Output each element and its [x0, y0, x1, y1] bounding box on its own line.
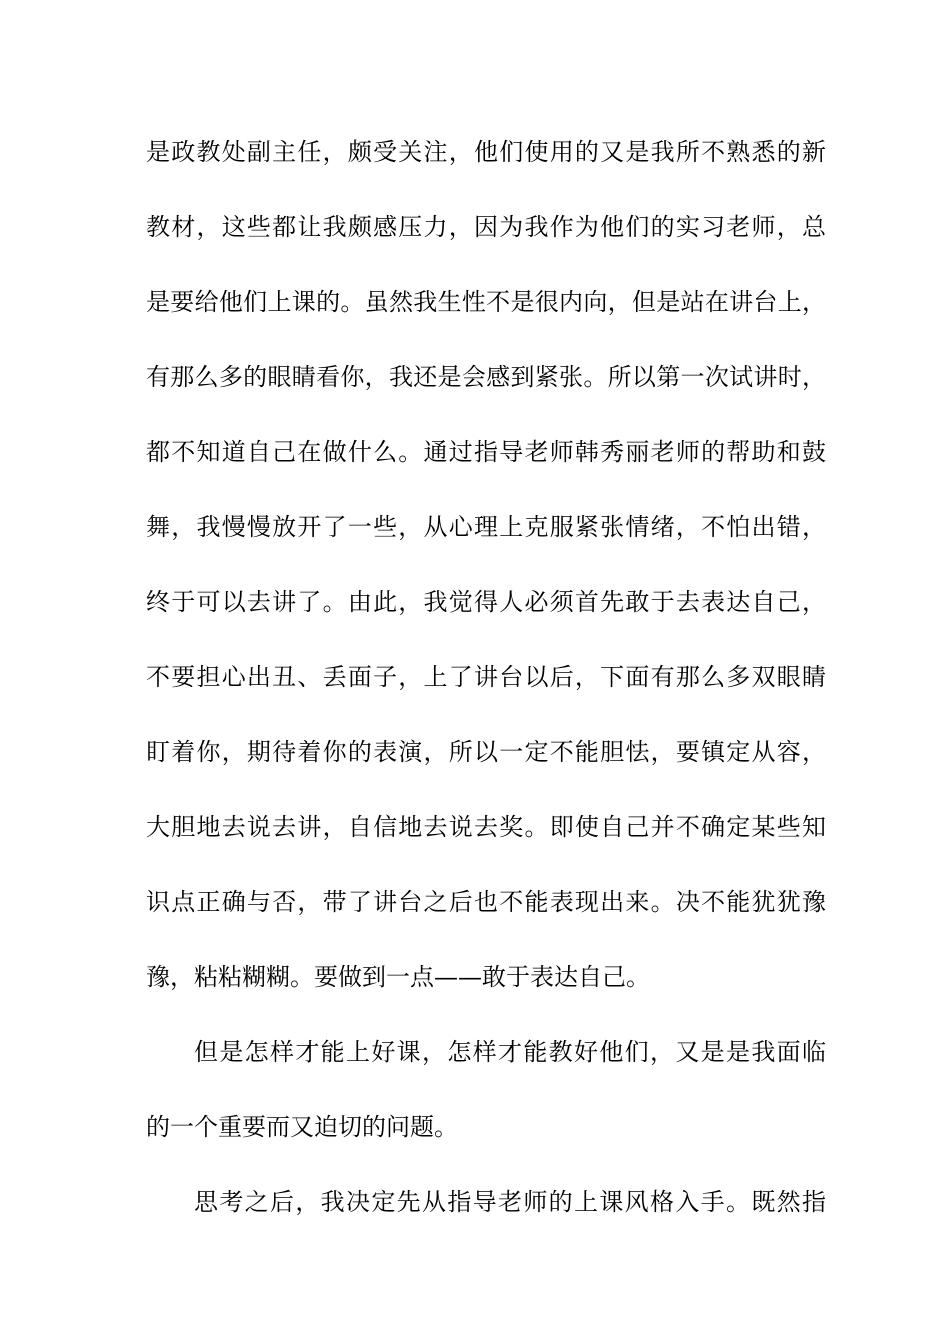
- text-line-1: 是政教处副主任，颇受关注，他们使用的又是我所不熟悉的新: [146, 138, 826, 166]
- text-line-5: 都不知道自己在做什么。通过指导老师韩秀丽老师的帮助和鼓: [146, 438, 826, 466]
- text-line-12: 豫，粘粘糊糊。要做到一点——敢于表达自己。: [146, 963, 650, 991]
- text-line-3: 是要给他们上课的。虽然我生性不是很内向，但是站在讲台上，: [146, 288, 826, 316]
- text-line-7: 终于可以去讲了。由此，我觉得人必须首先敢于去表达自己，: [146, 588, 826, 616]
- text-line-14: 的一个重要而又迫切的问题。: [146, 1113, 458, 1141]
- text-line-9: 盯着你，期待着你的表演，所以一定不能胆怯，要镇定从容，: [146, 738, 826, 766]
- text-line-11: 识点正确与否，带了讲台之后也不能表现出来。决不能犹犹豫: [146, 888, 826, 916]
- text-line-8: 不要担心出丑、丢面子，上了讲台以后，下面有那么多双眼睛: [146, 663, 826, 691]
- text-line-13: 但是怎样才能上好课，怎样才能教好他们，又是是我面临: [194, 1038, 826, 1066]
- text-line-4: 有那么多的眼睛看你，我还是会感到紧张。所以第一次试讲时，: [146, 363, 826, 391]
- text-line-6: 舞，我慢慢放开了一些，从心理上克服紧张情绪，不怕出错，: [146, 513, 826, 541]
- text-line-15: 思考之后，我决定先从指导老师的上课风格入手。既然指: [194, 1188, 826, 1216]
- text-line-2: 教材，这些都让我颇感压力，因为我作为他们的实习老师，总: [146, 213, 826, 241]
- text-line-10: 大胆地去说去讲，自信地去说去奖。即使自己并不确定某些知: [146, 813, 826, 841]
